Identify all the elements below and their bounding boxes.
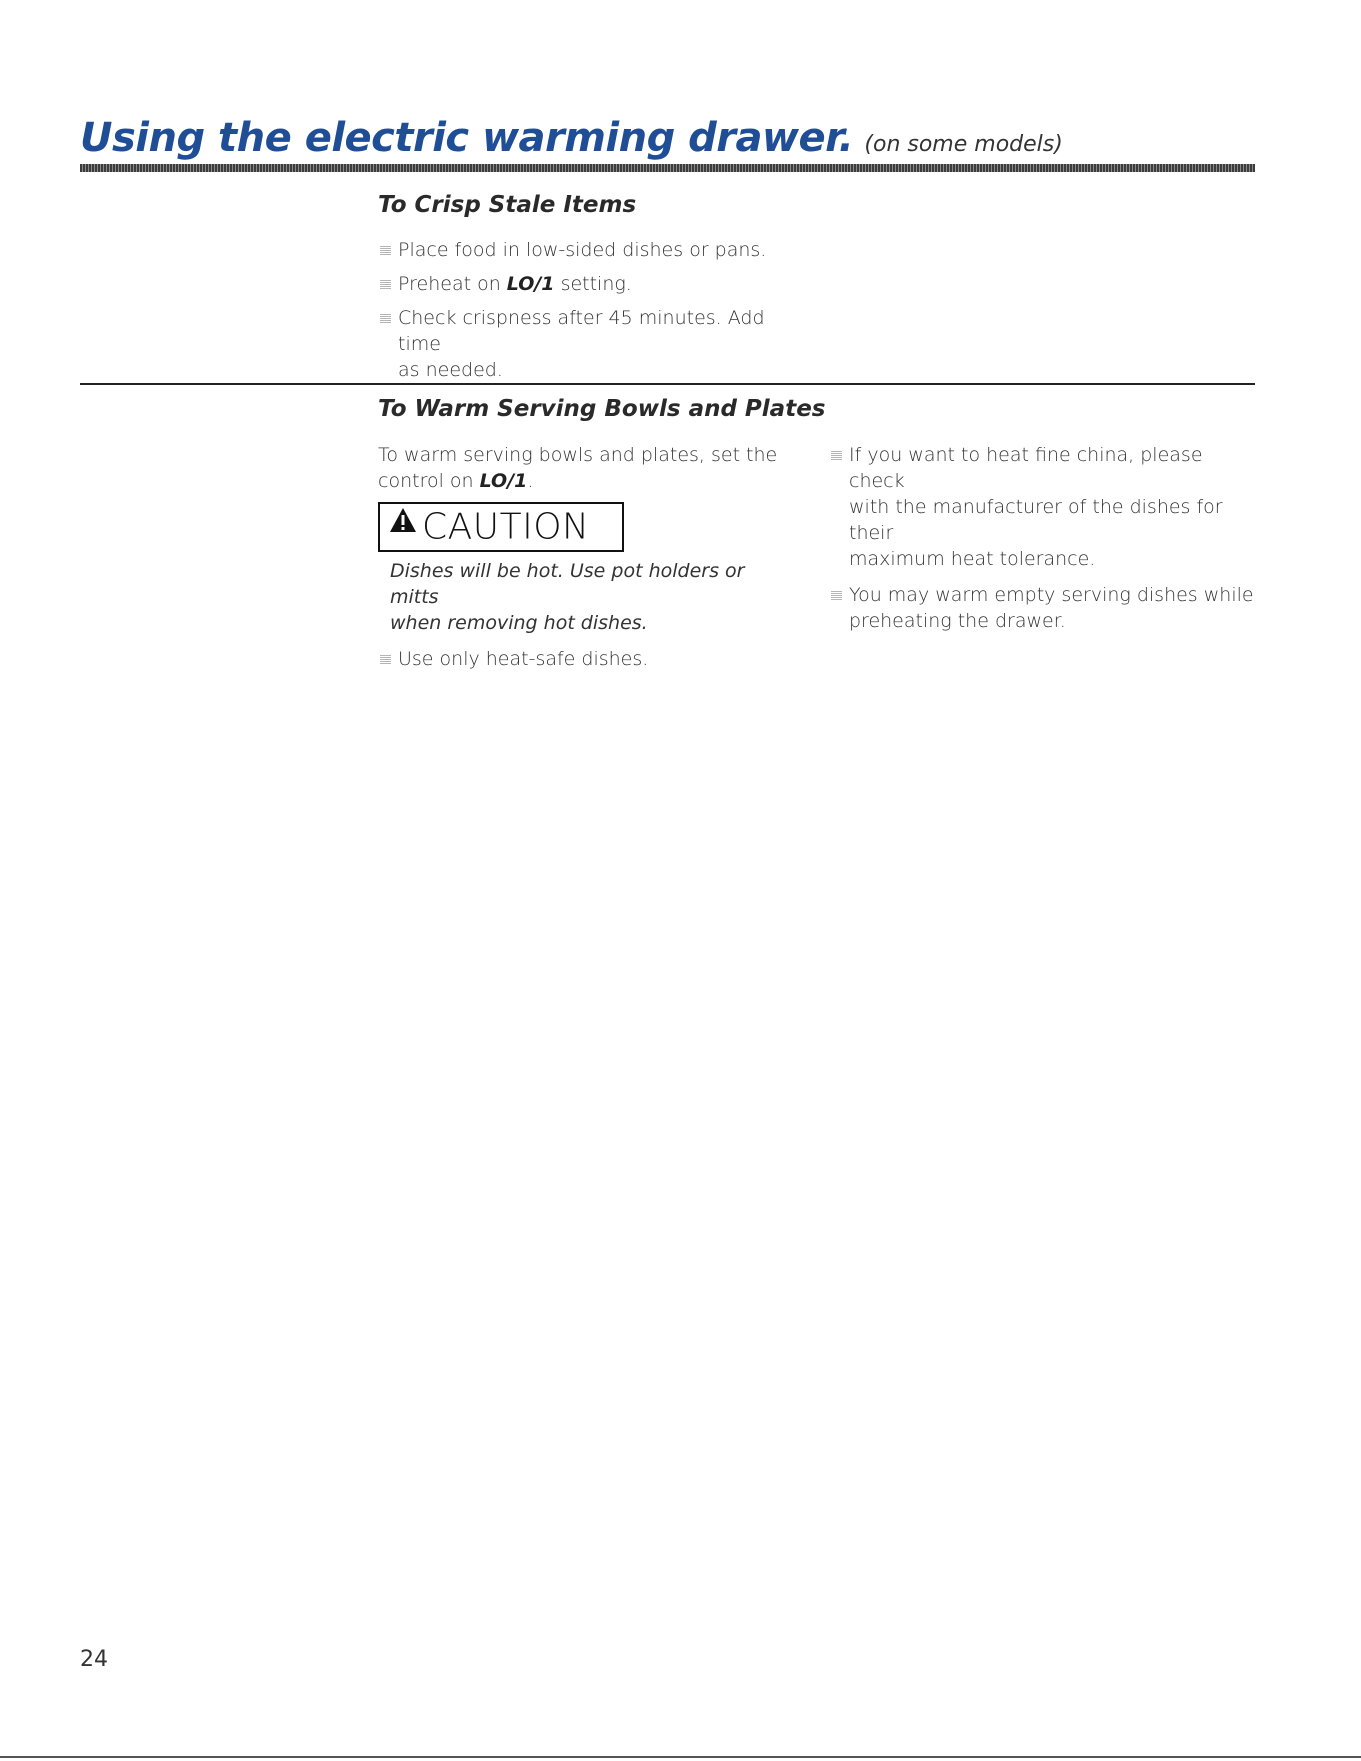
crisp-list xyxy=(378,237,798,391)
warm-left-column xyxy=(378,442,798,680)
title-divider xyxy=(80,164,1255,172)
caution-label: CAUTION xyxy=(422,506,590,548)
square-bullet-icon xyxy=(380,246,391,255)
page-title-row xyxy=(80,115,1063,161)
square-bullet-icon xyxy=(380,655,391,664)
list-item: Place food in low-sided dishes or pans. xyxy=(378,237,798,263)
list-item: Use only heat-safe dishes. xyxy=(378,646,798,672)
caution-message: Dishes will be hot. Use pot holders or mitts when removing hot dishes. xyxy=(390,560,745,634)
list-item: Check crispness after 45 minutes. Add time as needed. xyxy=(378,305,798,383)
section-heading-crisp: To Crisp Stale Items xyxy=(378,192,637,218)
page-number: 24 xyxy=(80,1647,108,1672)
section-heading-warm: To Warm Serving Bowls and Plates xyxy=(378,396,826,422)
page-bottom-border xyxy=(0,1756,1361,1758)
warm-intro: To warm serving bowls and plates, set the control on LO/1. xyxy=(378,444,778,492)
square-bullet-icon xyxy=(831,591,842,600)
section-divider xyxy=(80,383,1255,385)
square-bullet-icon xyxy=(380,280,391,289)
page-title: Using the electric warming drawer. xyxy=(80,115,854,161)
list-item: You may warm empty serving dishes while preheating the drawer. xyxy=(829,582,1259,634)
page-subtitle: (on some models) xyxy=(864,132,1063,157)
warning-triangle-icon xyxy=(388,505,418,551)
warm-right-column xyxy=(829,442,1259,642)
square-bullet-icon xyxy=(380,314,391,323)
caution-banner xyxy=(378,502,624,552)
list-item: If you want to heat fine china, please check with the manufacturer of the dishes for their maximum heat tolerance. xyxy=(829,442,1259,572)
square-bullet-icon xyxy=(831,451,842,460)
list-item: Preheat on LO/1 setting. xyxy=(378,271,798,297)
